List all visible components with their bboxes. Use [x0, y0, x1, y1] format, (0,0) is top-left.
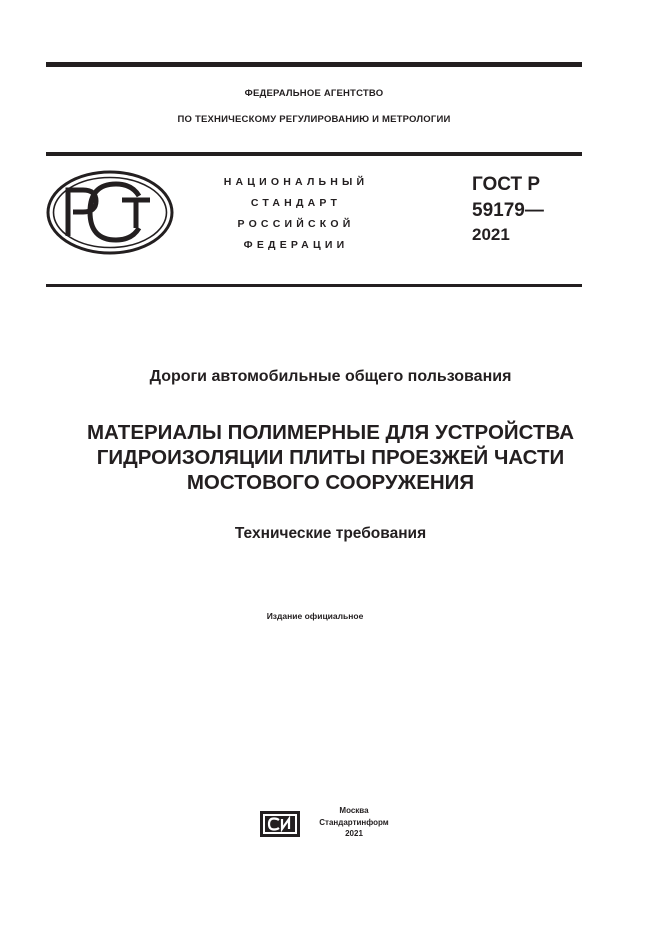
agency-name-line-1: ФЕДЕРАЛЬНОЕ АГЕНТСТВО [244, 88, 384, 99]
standard-type-line-2: СТАНДАРТ [250, 197, 342, 209]
publisher-name: Стандартинформ [319, 817, 389, 827]
main-title-line-3: МОСТОВОГО СООРУЖЕНИЯ [186, 471, 475, 494]
top-divider [46, 62, 582, 67]
bottom-divider [46, 284, 582, 287]
standartinform-logo-icon [260, 811, 300, 837]
document-group-title: Дороги автомобильные общего пользования [149, 368, 512, 385]
standard-type-line-1: НАЦИОНАЛЬНЫЙ [223, 176, 369, 188]
standard-type-line-4: ФЕДЕРАЦИИ [243, 239, 349, 251]
standard-designation [472, 172, 544, 246]
document-main-title [20, 420, 641, 495]
designation-number: 59179— [472, 200, 544, 221]
standard-type-block [190, 172, 402, 256]
rst-certification-mark-icon [46, 170, 174, 255]
publisher-imprint [306, 805, 402, 840]
main-title-line-2: ГИДРОИЗОЛЯЦИИ ПЛИТЫ ПРОЕЗЖЕЙ ЧАСТИ [96, 446, 565, 469]
document-subtitle: Технические требования [234, 525, 427, 542]
designation-prefix: ГОСТ Р [472, 174, 541, 195]
edition-note: Издание официальное [266, 611, 364, 621]
publisher-city: Москва [339, 806, 369, 815]
middle-divider [46, 152, 582, 156]
main-title-line-1: МАТЕРИАЛЫ ПОЛИМЕРНЫЕ ДЛЯ УСТРОЙСТВА [86, 421, 575, 444]
agency-name-line-2: ПО ТЕХНИЧЕСКОМУ РЕГУЛИРОВАНИЮ И МЕТРОЛОГИИ [177, 114, 451, 125]
publisher-year: 2021 [345, 829, 363, 838]
designation-year: 2021 [472, 225, 510, 244]
standard-type-line-3: РОССИЙСКОЙ [237, 218, 355, 230]
